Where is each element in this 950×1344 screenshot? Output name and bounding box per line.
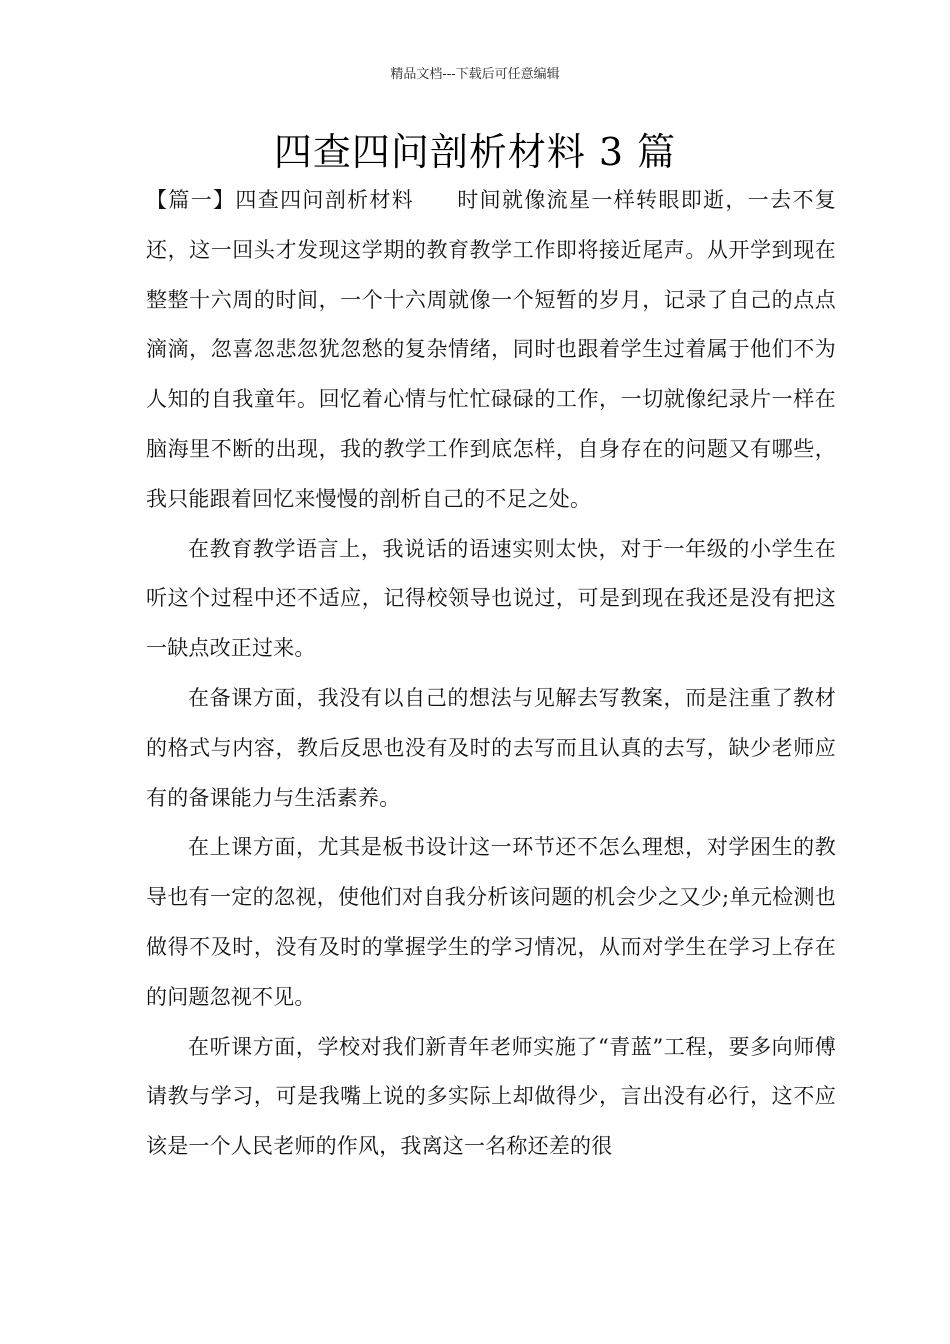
paragraph: 在教育教学语言上，我说话的语速实则太快，对于一年级的小学生在听这个过程中还不适应，记得校领导也说过，可是到现在我还是没有把这一缺点改正过来。 [146,536,836,661]
document-body [146,176,836,1172]
paragraph: 在备课方面，我没有以自己的想法与见解去写教案，而是注重了教材的格式与内容，教后反思也没有及时的去写而且认真的去写，缺少老师应有的备课能力与生活素养。 [146,685,836,810]
paragraph [146,176,836,525]
paragraph-text: 时间就像流星一样转眼即逝，一去不复还，这一回头才发现这学期的教育教学工作即将接近尾声。从开学到现在整整十六周的时间，一个十六周就像一个短暂的岁月，记录了自己的点点滴滴，忽喜忽悲忽犹忽愁的复杂情绪，同时也跟着学生过着属于他们不为人知的自我童年。回忆着心情与忙忙碌碌的工作，一切就像纪录片一样在脑海里不断的出现，我的教学工作到底怎样，自身存在的问题又有哪些，我只能跟着回忆来慢慢的剖析自己的不足之处。 [146,188,836,511]
section-label: 【篇一】四查四问剖析材料 [146,188,415,212]
paragraph: 在听课方面，学校对我们新青年老师实施了“青蓝”工程，要多向师傅请教与学习，可是我嘴上说的多实际上却做得少，言出没有必行，这不应该是一个人民老师的作风，我离这一名称还差的很 [146,1034,836,1159]
document-title: 四查四问剖析材料 3 篇 [273,130,677,174]
page-header: 精品文档---下载后可任意编辑 [390,67,560,82]
paragraph: 在上课方面，尤其是板书设计这一环节还不怎么理想，对学困生的教导也有一定的忽视，使他们对自我分析该问题的机会少之又少;单元检测也做得不及时，没有及时的掌握学生的学习情况，从而对学生在学习上存在的问题忽视不见。 [146,835,836,1009]
